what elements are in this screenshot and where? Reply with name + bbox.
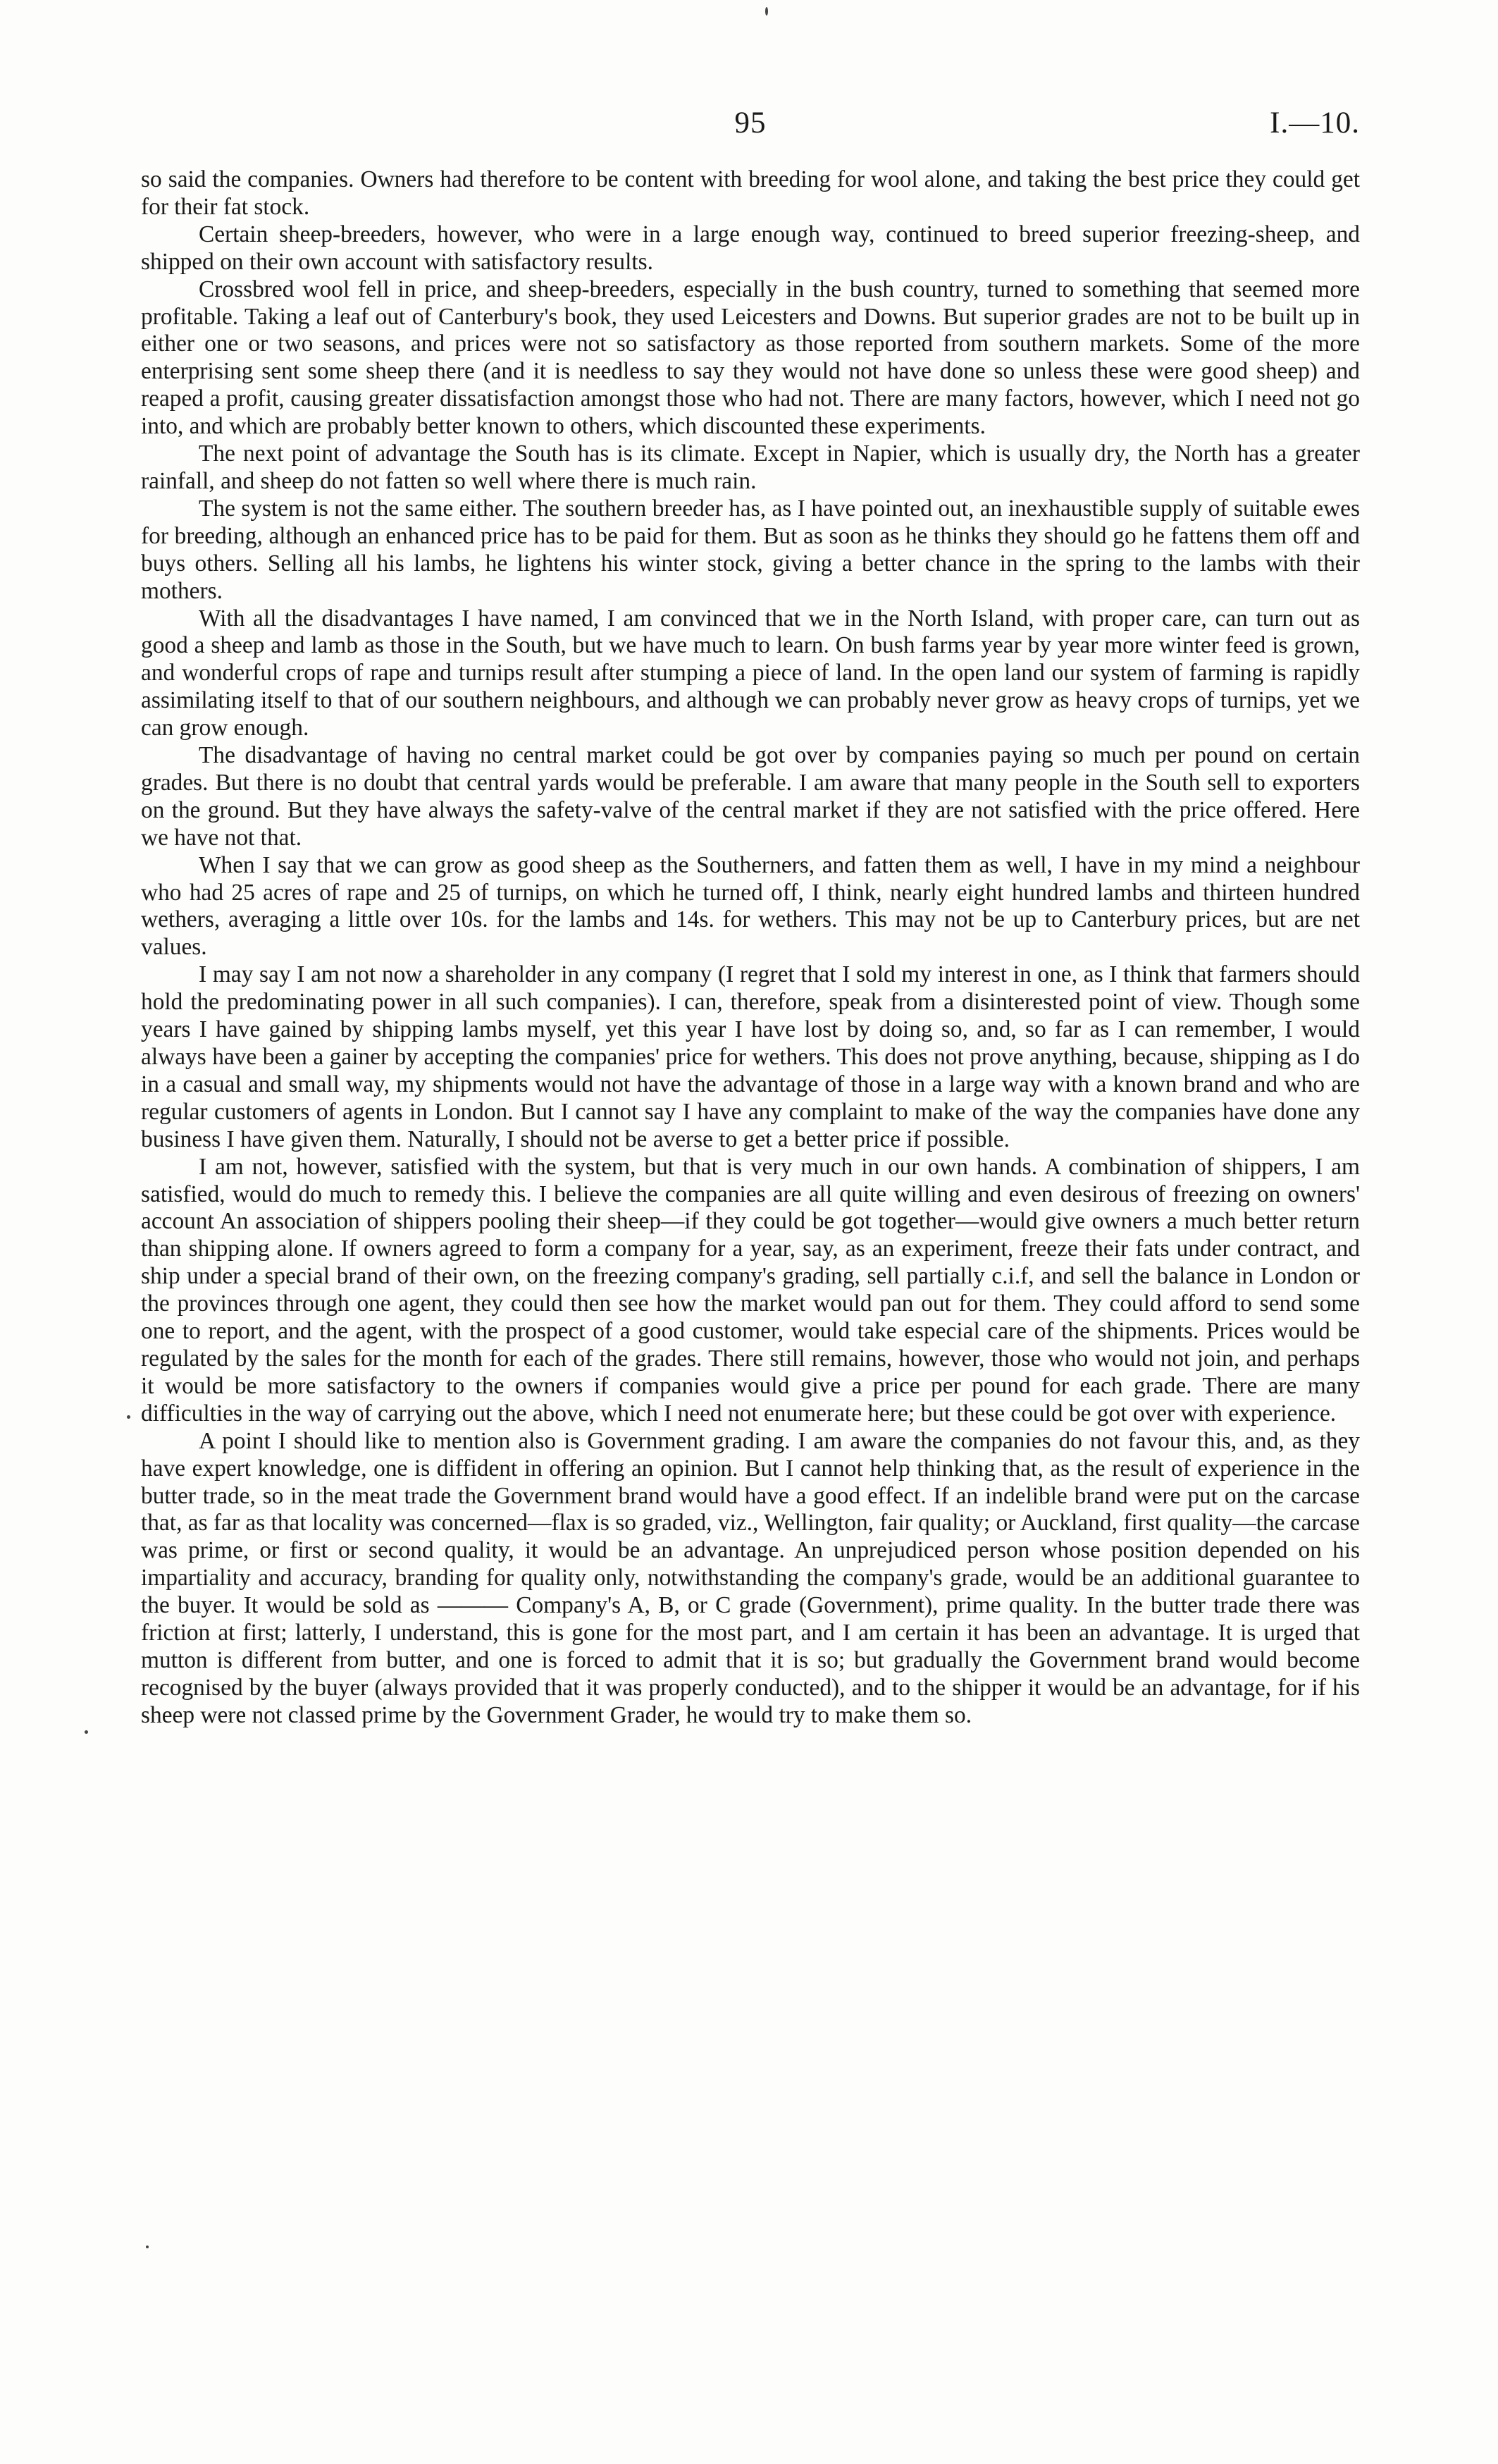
paragraph-9: I may say I am not now a shareholder in any company (I regret that I sold my interest in one, as I think that farmers should hold the predominating power in all such companies). I can, therefore, speak from a disinterested point of view. Though some years I have gained by shipping lambs myself, yet this year I have lost by doing so, and, so far as I can remember, I would always have been a gainer by accepting the companies' price for wethers. This does not prove anything, because, shipping as I do in a casual and small way, my shipments would not have the advantage of those in a large way with a known brand and who are regular customers of agents in London. But I cannot say I have any complaint to make of the way the companies have done any business I have given them. Naturally, I should not be averse to get a better price if possible. (141, 961, 1360, 1152)
paragraph-11: A point I should like to mention also is Government grading. I am aware the companies do not favour this, and, as they have expert knowledge, one is diffident in offering an opinion. But I cannot help thinking that, as the result of experience in the butter trade, so in the meat trade the Government brand would have a good effect. If an indelible brand were put on the carcase that, as far as that locality was concerned—flax is so graded, viz., Wellington, fair quality; or Auckland, first quality—the carcase was prime, or first or second quality, it would be an advantage. An unprejudiced person whose position depended on his impartiality and accuracy, branding for quality only, notwithstanding the company's grade, would be an additional guarantee to the buyer. It would be sold as ——— Company's A, B, or C grade (Government), prime quality. In the butter trade there was friction at first; latterly, I understand, this is gone for the most part, and I am certain it has been an advantage. It is urged that mutton is different from butter, and one is forced to admit that it is so; but gradually the Government brand would become recognised by the buyer (always provided that it was properly conducted), and to the shipper it would be an advantage, for if his sheep were not classed prime by the Government Grader, he would try to make them so. (141, 1427, 1360, 1728)
scan-speck-left-1 (127, 1415, 130, 1419)
scan-speck-top (765, 7, 768, 16)
body-text (141, 166, 1360, 1730)
paragraph-3: Crossbred wool fell in price, and sheep-breeders, especially in the bush country, turned to something that seemed more profitable. Taking a leaf out of Canterbury's book, they used Leicesters and Downs. But superior grades are not to be built up in either one or two seasons, and prices were not so satisfactory as those reported from southern markets. Some of the more enterprising sent some sheep there (and it is needless to say they would not have done so unless these were good sheep) and reaped a profit, causing greater dissatisfaction amongst those who had not. There are many factors, however, which I need not go into, and which are probably better known to others, which discounted these experiments. (141, 276, 1360, 440)
paragraph-2: Certain sheep-breeders, however, who were in a large enough way, continued to breed superior freezing-sheep, and shipped on their own account with satisfactory results. (141, 221, 1360, 275)
paragraph-6: With all the disadvantages I have named, I am convinced that we in the North Island, with proper care, can turn out as good a sheep and lamb as those in the South, but we have much to learn. On bush farms year by year more winter feed is grown, and wonderful crops of rape and turnips result after stumping a piece of land. In the open land our system of farming is rapidly assimilating itself to that of our southern neighbours, and although we can probably never grow as heavy crops of turnips, yet we can grow enough. (141, 605, 1360, 741)
page-header (141, 106, 1360, 148)
paragraph-10: I am not, however, satisfied with the system, but that is very much in our own hands. A combination of shippers, I am satisfied, would do much to remedy this. I believe the companies are all quite willing and even desirous of freezing on owners' account An association of shippers pooling their sheep—if they could be got together—would give owners a much better return than shipping alone. If owners agreed to form a company for a year, say, as an experiment, freeze their fats under contract, and ship under a special brand of their own, on the freezing company's grading, sell partially c.i.f, and sell the balance in London or the provinces through one agent, they could then see how the market would pan out for them. They could afford to send some one to report, and the agent, with the prospect of a good customer, would take especial care of the shipments. Prices would be regulated by the sales for the month for each of the grades. There still remains, however, those who would not join, and perhaps it would be more satisfactory to the owners if companies would give a price per pound for each grade. There are many difficulties in the way of carrying out the above, which I need not enumerate here; but these could be got over with experience. (141, 1153, 1360, 1427)
paragraph-4: The next point of advantage the South has is its climate. Except in Napier, which is usually dry, the North has a greater rainfall, and sheep do not fatten so well where there is much rain. (141, 441, 1360, 494)
scan-speck-left-2 (85, 1730, 88, 1734)
page-number: 95 (734, 106, 767, 140)
paragraph-7: The disadvantage of having no central market could be got over by companies paying so much per pound on certain grades. But there is no doubt that central yards would be preferable. I am aware that many people in the South sell to exporters on the ground. But they have always the safety-valve of the central market if they are not satisfied with the price offered. Here we have not that. (141, 742, 1360, 851)
paragraph-8: When I say that we can grow as good sheep as the Southerners, and fatten them as well, I have in my mind a neighbour who had 25 acres of rape and 25 of turnips, on which he turned off, I think, nearly eight hundred lambs and thirteen hundred wethers, averaging a little over 10s. for the lambs and 14s. for wethers. This may not be up to Canterbury prices, but are net values. (141, 851, 1360, 961)
scan-speck-bottom (146, 2246, 149, 2248)
paragraph-1: so said the companies. Owners had therefore to be content with breeding for wool alone, and taking the best price they could get for their fat stock. (141, 166, 1360, 220)
paragraph-5: The system is not the same either. The southern breeder has, as I have pointed out, an inexhaustible supply of suitable ewes for breeding, although an enhanced price has to be paid for them. But as soon as he thinks they should go he fattens them off and buys others. Selling all his lambs, he lightens his winter stock, giving a better chance in the spring to the lambs with their mothers. (141, 495, 1360, 604)
document-code: I.—10. (1270, 106, 1360, 140)
